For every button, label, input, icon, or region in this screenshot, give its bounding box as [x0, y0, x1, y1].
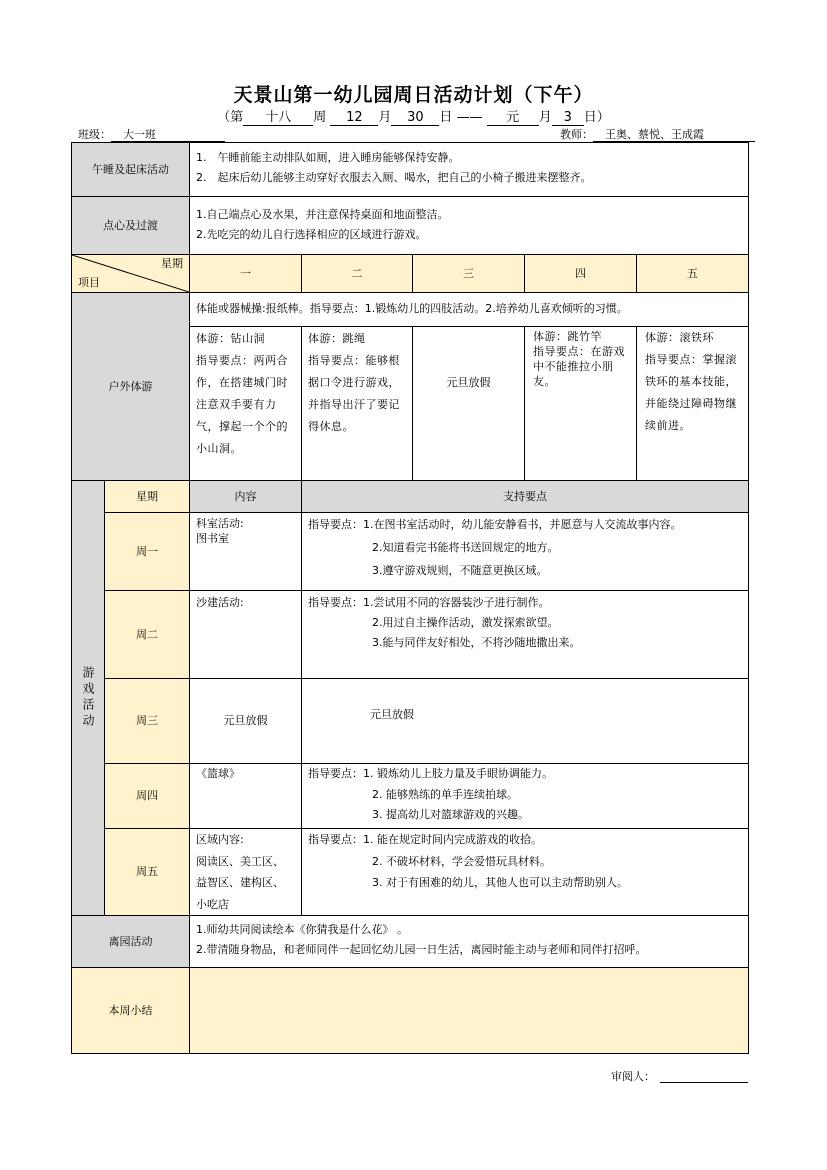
teacher-value: 王奥、蔡悦、王成霞	[593, 128, 755, 142]
outdoor-day-tue	[301, 326, 413, 481]
games-points-fri	[301, 828, 749, 916]
point-line: 3. 提高幼儿对篮球游戏的兴趣。	[372, 808, 529, 821]
day-header-mon: 一	[189, 254, 302, 293]
outdoor-game: 体游：跳竹竿	[533, 330, 602, 343]
point-line	[308, 764, 742, 785]
guide-prefix: 指导要点：	[308, 518, 363, 531]
content-line: 益智区、建构区、	[196, 876, 284, 889]
end-month: 元	[487, 111, 539, 126]
outdoor-game: 体游：跳绳	[308, 332, 366, 345]
corner-top: 星期	[161, 257, 183, 270]
teacher-info	[560, 126, 755, 142]
nap-line: 2. 起床后幼儿能够主动穿好衣服去入厕、喝水，把自己的小椅子搬进来摆整齐。	[196, 171, 592, 184]
content-line: 元旦放假	[223, 714, 268, 727]
summary-label: 本周小结	[71, 967, 190, 1054]
snack-content	[189, 196, 749, 255]
nap-label: 午睡及起床活动	[71, 142, 190, 197]
point-line: 2.知道看完书能将书送回规定的地方。	[372, 541, 559, 554]
end-suffix: 日）	[583, 110, 610, 125]
outdoor-day-wed	[412, 326, 525, 481]
outdoor-exercise: 体能或器械操:报纸棒。指导要点：1.锻炼幼儿的四肢活动。2.培养幼儿喜欢倾听的习惯。	[189, 292, 749, 327]
games-day-wed: 周三	[104, 678, 190, 764]
guide-prefix: 指导要点：	[308, 767, 363, 780]
guide-prefix: 指导要点：	[308, 596, 363, 609]
games-section-label	[71, 480, 105, 916]
outdoor-guide: 指导要点：掌握滚铁环的基本技能，并能绕过障碍物继续前进。	[645, 353, 737, 432]
outdoor-holiday: 元旦放假	[446, 375, 491, 389]
summary-input[interactable]	[189, 967, 749, 1054]
outdoor-day-thu	[524, 326, 637, 481]
games-day-tue: 周二	[104, 590, 190, 679]
outdoor-game: 体游：滚铁环	[645, 331, 714, 344]
content-line: 沙建活动:	[196, 596, 244, 609]
games-col-day: 星期	[104, 480, 190, 513]
day-header-fri: 五	[636, 254, 749, 293]
point-line	[308, 593, 742, 613]
guide-prefix: 指导要点：	[308, 833, 363, 846]
games-section-text: 游戏活动	[81, 666, 95, 730]
corner-bottom: 项目	[78, 276, 100, 289]
games-col-content: 内容	[189, 480, 302, 513]
class-label: 班级：	[78, 128, 111, 141]
point-line: 2. 能够熟练的单手连续拍球。	[372, 787, 518, 801]
corner-cell	[71, 254, 190, 293]
point-line: 2. 不破坏材料，学会爱惜玩具材料。	[372, 854, 551, 868]
outdoor-guide: 指导要点：两两合作，在搭建城门时注意双手要有力气，撑起一个个的小山洞。	[196, 354, 288, 455]
week-prefix: （第	[217, 110, 244, 125]
outdoor-day-mon	[189, 326, 302, 481]
dash: ——	[456, 110, 483, 125]
content-line: 小吃店	[196, 897, 229, 911]
point-text: 1.尝试用不同的容器装沙子进行制作。	[363, 596, 550, 609]
outdoor-day-fri	[636, 326, 749, 481]
games-day-mon: 周一	[104, 512, 190, 591]
leaving-content	[189, 915, 749, 968]
end-day: 3	[552, 111, 584, 126]
end-month-label: 月	[538, 110, 552, 125]
games-day-thu: 周四	[104, 763, 190, 829]
games-points-wed	[301, 678, 749, 764]
teacher-label: 教师：	[560, 128, 593, 141]
snack-line: 2.先吃完的幼儿自行选择相应的区域进行游戏。	[196, 228, 427, 241]
month-label: 月	[378, 110, 392, 125]
start-day: 30	[391, 111, 439, 126]
reviewer-signature-line[interactable]	[660, 1082, 748, 1083]
week-suffix: 周	[313, 110, 327, 125]
nap-line: 1. 午睡前能主动排队如厕，进入睡房能够保持安静。	[196, 151, 460, 164]
content-line: 阅读区、美工区、	[196, 854, 284, 868]
point-line	[308, 829, 742, 851]
games-content-mon	[189, 512, 302, 591]
games-content-fri	[189, 828, 302, 916]
content-line: 《篮球》	[196, 767, 240, 780]
point-text: 1. 能在规定时间内完成游戏的收拾。	[363, 833, 542, 846]
outdoor-guide: 指导要点：能够根据口令进行游戏，并指导出汗了要记得休息。	[308, 354, 400, 433]
point-line	[308, 513, 742, 536]
leaving-label: 离园活动	[71, 915, 190, 968]
point-text: 1.在图书室活动时，幼儿能安静看书，并愿意与人交流故事内容。	[363, 518, 682, 531]
content-line: 图书室	[196, 532, 229, 545]
leaving-line: 1.师幼共同阅读绘本《你猜我是什么花》 。	[196, 923, 408, 936]
games-content-thu	[189, 763, 302, 829]
point-line: 3.能与同伴友好相处，不将沙随地撒出来。	[372, 636, 581, 649]
nap-content	[189, 142, 749, 197]
day-header-thu: 四	[524, 254, 637, 293]
leaving-line: 2.带清随身物品，和老师同伴一起回忆幼儿园一日生活，离园时能主动与老师和同伴打招呼。	[196, 943, 647, 956]
snack-line: 1.自己端点心及水果，并注意保持桌面和地面整洁。	[196, 208, 449, 221]
games-points-tue	[301, 590, 749, 679]
point-text: 1. 锻炼幼儿上肢力量及手眼协调能力。	[363, 767, 553, 780]
games-points-mon	[301, 512, 749, 591]
outdoor-label: 户外体游	[71, 292, 190, 481]
class-info	[78, 126, 225, 142]
reviewer-label: 审阅人：	[611, 1070, 655, 1083]
day-header-wed: 三	[412, 254, 525, 293]
class-value: 大一班	[111, 128, 225, 142]
games-content-wed	[189, 678, 302, 764]
content-line: 区域内容:	[196, 833, 244, 846]
point-line: 3. 对于有困难的幼儿，其他人也可以主动帮助别人。	[372, 876, 628, 889]
outdoor-guide: 指导要点：在游戏中不能推拉小朋友。	[533, 345, 625, 388]
start-month: 12	[330, 111, 378, 126]
games-col-points: 支持要点	[301, 480, 749, 513]
games-content-tue	[189, 590, 302, 679]
outdoor-game: 体游：钻山洞	[196, 332, 265, 345]
point-line: 2.用过自主操作活动，激发探索欲望。	[372, 616, 559, 629]
content-line: 科室活动:	[196, 517, 244, 530]
date-range	[0, 106, 827, 126]
week-number: 十八	[243, 111, 313, 126]
day-label: 日	[439, 110, 453, 125]
day-header-tue: 二	[301, 254, 413, 293]
games-points-thu	[301, 763, 749, 829]
snack-label: 点心及过渡	[71, 196, 190, 255]
point-line: 元旦放假	[370, 708, 414, 721]
point-line: 3.遵守游戏规则，不随意更换区域。	[372, 564, 548, 577]
games-day-fri: 周五	[104, 828, 190, 916]
page-title: 天景山第一幼儿园周日活动计划（下午）	[233, 84, 594, 106]
